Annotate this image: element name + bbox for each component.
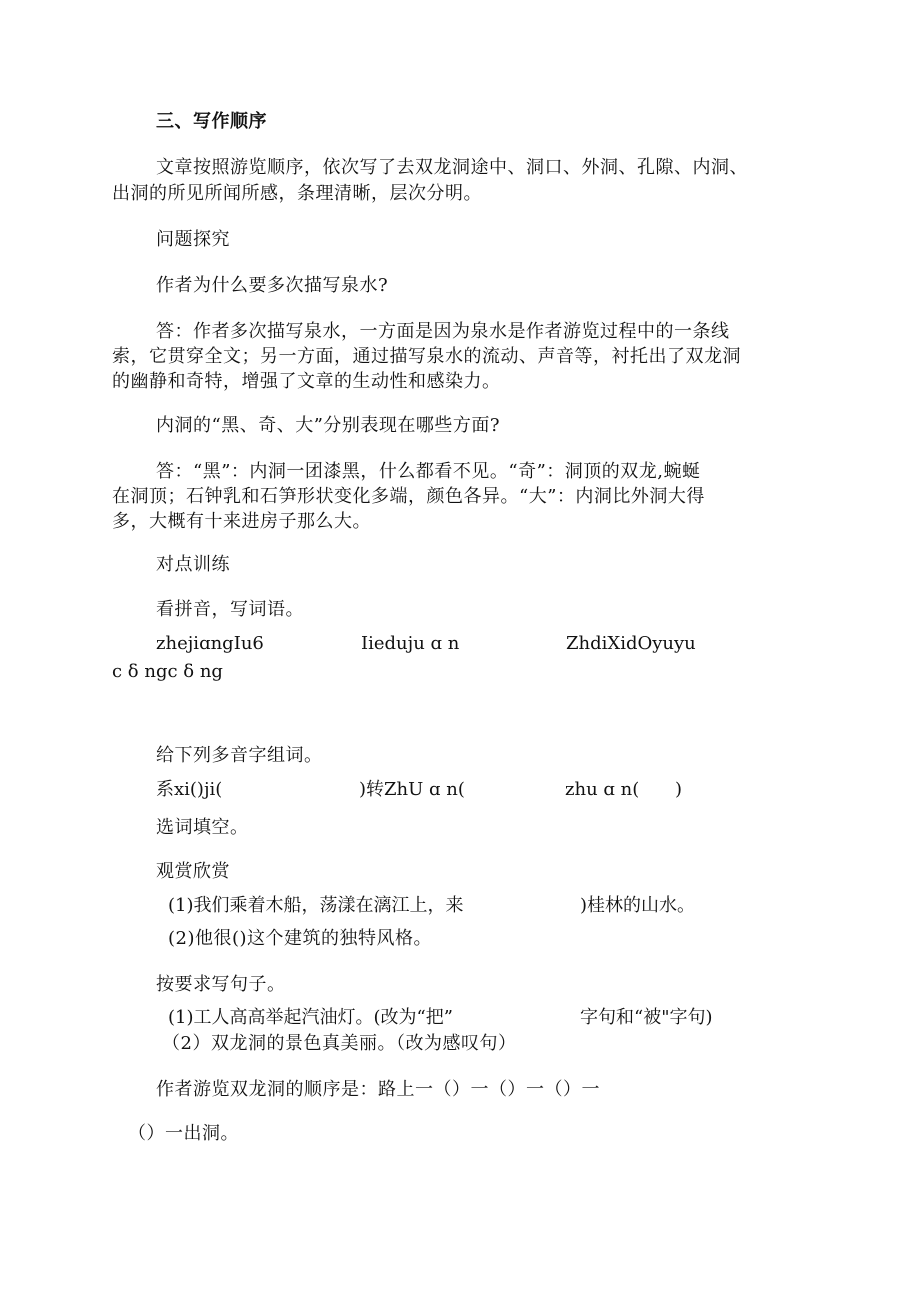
- answer-1-line-1: 答：作者多次描写泉水，一方面是因为泉水是作者游览过程中的一条线: [156, 321, 730, 342]
- polyphone-instruction: 给下列多音字组词。: [156, 745, 323, 766]
- training-title: 对点训练: [156, 554, 230, 575]
- fill-sentence-1-end: )桂林的山水。: [580, 895, 696, 916]
- section-heading: 三、写作顺序: [156, 111, 267, 132]
- rewrite-sentence-1-end: 字句和“被"字句): [580, 1007, 713, 1028]
- rewrite-sentence-1-start: (1)工人高高举起汽油灯。(改为“把”: [168, 1007, 453, 1028]
- question-2: 内洞的“黑、奇、大”分别表现在哪些方面?: [156, 415, 501, 436]
- fill-sentence-2: (2)他很()这个建筑的独特风格。: [168, 928, 433, 949]
- sequence-line-2: （）一出洞。: [128, 1123, 239, 1144]
- fill-instruction: 选词填空。: [156, 817, 249, 838]
- explore-title: 问题探究: [156, 229, 230, 250]
- fill-sentence-1-start: (1)我们乘着木船，荡漾在漓江上，来: [168, 895, 464, 916]
- order-paragraph-line-1: 文章按照游览顺序，依次写了去双龙洞途中、洞口、外洞、孔隙、内洞、: [156, 157, 748, 178]
- sequence-line-1: 作者游览双龙洞的顺序是：路上一（）一（）一（）一: [156, 1079, 600, 1100]
- order-paragraph-line-2: 出洞的所见所闻所感，条理清晰，层次分明。: [112, 183, 482, 204]
- pinyin-instruction: 看拼音，写词语。: [156, 599, 304, 620]
- rewrite-sentence-2: （2）双龙洞的景色真美丽。（改为感叹句）: [162, 1033, 517, 1054]
- pinyin-item-2: Iieduju ɑ n: [361, 633, 460, 654]
- answer-2-line-3: 多，大概有十来进房子那么大。: [112, 511, 371, 532]
- answer-2-line-2: 在洞顶；石钟乳和石笋形状变化多端，颜色各异。“大”：内洞比外洞大得: [112, 486, 705, 507]
- question-1: 作者为什么要多次描写泉水?: [156, 275, 389, 296]
- polyphone-part-2: )转ZhU ɑ n(: [359, 779, 465, 800]
- answer-1-line-2: 索，它贯穿全文；另一方面，通过描写泉水的流动、声音等，衬托出了双龙洞: [112, 346, 741, 367]
- answer-2-line-1: 答：“黑”：内洞一团漆黑，什么都看不见。“奇”：洞顶的双龙,蜿蜒: [156, 461, 701, 482]
- pinyin-item-1: zhejiɑngIu6: [156, 633, 264, 654]
- polyphone-part-4: ): [675, 779, 683, 800]
- rewrite-instruction: 按要求写句子。: [156, 974, 286, 995]
- answer-1-line-3: 的幽静和奇特，增强了文章的生动性和感染力。: [112, 371, 501, 392]
- polyphone-part-3: zhu ɑ n(: [565, 779, 640, 800]
- pinyin-item-4: c δ ngc δ ng: [112, 661, 223, 682]
- polyphone-part-1: 系xi()ji(: [156, 779, 223, 800]
- pinyin-item-3: ZhdiXidOyuyu: [566, 633, 696, 654]
- fill-options: 观赏欣赏: [156, 861, 230, 882]
